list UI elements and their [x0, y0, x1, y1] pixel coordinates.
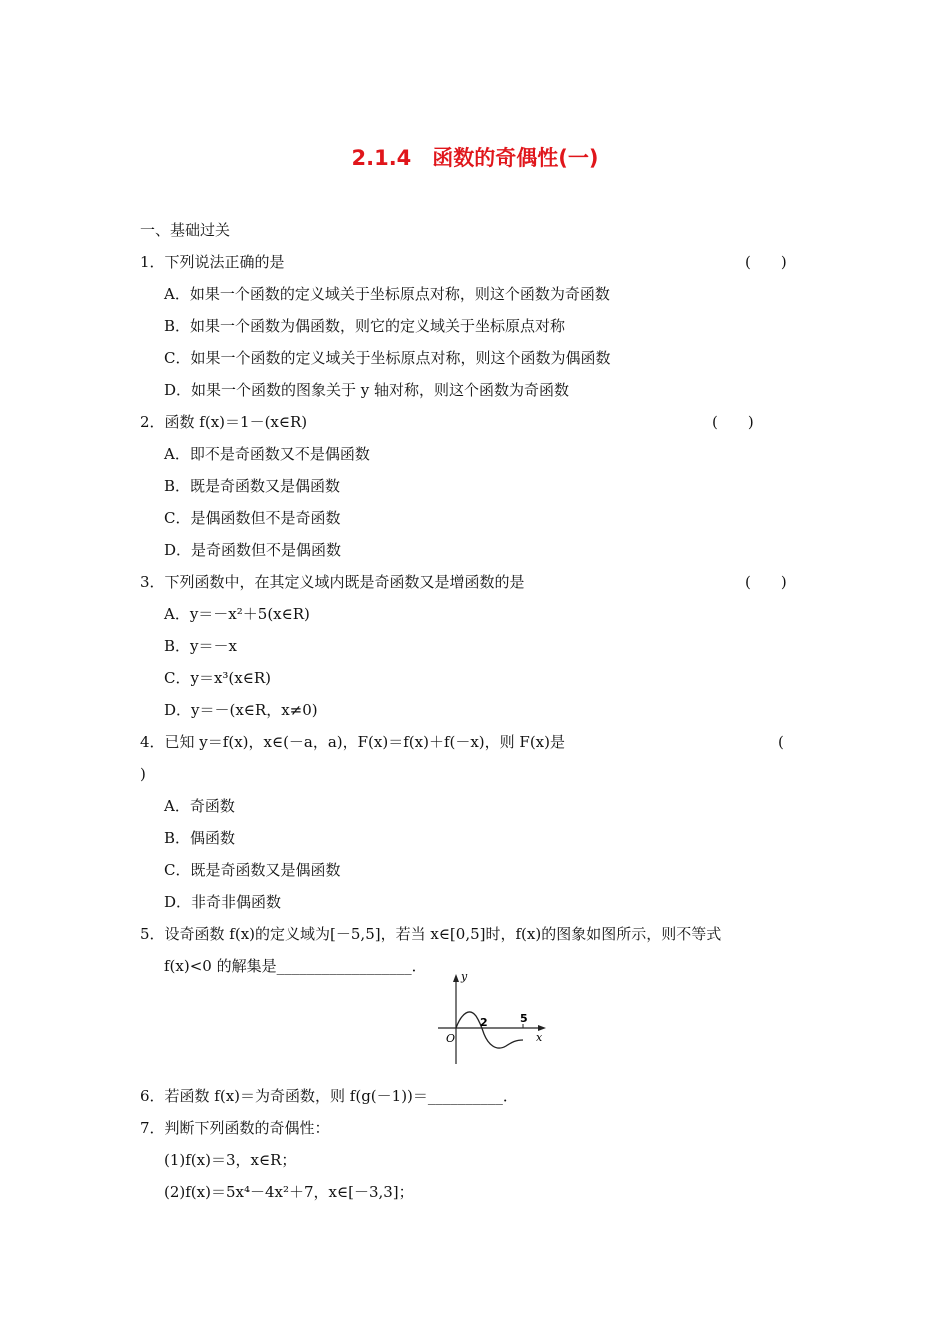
page-title: 2.1.4 函数的奇偶性(一): [351, 146, 599, 170]
question-7: 7．判断下列函数的奇偶性：: [140, 1119, 330, 1137]
tick-label-2: 2: [480, 1016, 488, 1029]
q7-part-1: (1)f(x)＝3，x∈R；: [164, 1151, 297, 1169]
function-graph: [436, 970, 551, 1070]
question-2: 2．函数 f(x)＝1－(x∈R): [140, 413, 308, 431]
q4-option-d: D．非奇非偶函数: [164, 893, 282, 911]
answer-paren-3: ( ): [745, 573, 787, 591]
answer-paren-2: ( ): [712, 413, 754, 431]
q4-option-a: A．奇函数: [164, 797, 235, 815]
q3-option-c: C．y＝x³(x∈R): [164, 669, 271, 687]
answer-paren-4-close: ): [140, 765, 146, 783]
question-3: 3．下列函数中，在其定义域内既是奇函数又是增函数的是: [140, 573, 525, 591]
q2-option-b: B．既是奇函数又是偶函数: [164, 477, 341, 495]
q1-option-c: C．如果一个函数的定义域关于坐标原点对称，则这个函数为偶函数: [164, 349, 611, 367]
q1-option-d: D．如果一个函数的图象关于 y 轴对称，则这个函数为奇函数: [164, 381, 570, 399]
question-1: 1．下列说法正确的是: [140, 253, 285, 271]
q2-option-d: D．是奇函数但不是偶函数: [164, 541, 342, 559]
q4-option-b: B．偶函数: [164, 829, 236, 847]
q2-option-a: A．即不是奇函数又不是偶函数: [164, 445, 370, 463]
q3-option-a: A．y＝－x²＋5(x∈R): [164, 605, 310, 623]
q3-option-b: B．y＝－x: [164, 637, 237, 655]
question-5: 5．设奇函数 f(x)的定义域为[－5,5]，若当 x∈[0,5]时，f(x)的图象如图所示，则不等式: [140, 925, 722, 943]
function-curve: [456, 1012, 523, 1048]
tick-label-5: 5: [520, 1012, 528, 1025]
origin-label: O: [446, 1032, 456, 1045]
q1-option-b: B．如果一个函数为偶函数，则它的定义域关于坐标原点对称: [164, 317, 566, 335]
q2-option-c: C．是偶函数但不是奇函数: [164, 509, 341, 527]
section-heading: 一、基础过关: [140, 221, 231, 239]
question-4: 4．已知 y＝f(x)，x∈(－a，a)，F(x)＝f(x)＋f(－x)，则 F(x)是: [140, 733, 565, 751]
q1-option-a: A．如果一个函数的定义域关于坐标原点对称，则这个函数为奇函数: [164, 285, 610, 303]
x-axis-label: x: [536, 1031, 543, 1044]
q7-part-2: (2)f(x)＝5x⁴－4x²＋7，x∈[－3,3]；: [164, 1183, 414, 1201]
question-6: 6．若函数 f(x)＝为奇函数，则 f(g(－1))＝__________．: [140, 1087, 518, 1105]
q3-option-d: D．y＝－(x∈R，x≠0): [164, 701, 318, 719]
q4-option-c: C．既是奇函数又是偶函数: [164, 861, 341, 879]
y-axis-label: y: [461, 970, 468, 983]
answer-paren-1: ( ): [745, 253, 787, 271]
answer-paren-4-open: (: [778, 733, 784, 751]
question-5-cont: f(x)<0 的解集是__________________．: [164, 957, 427, 975]
